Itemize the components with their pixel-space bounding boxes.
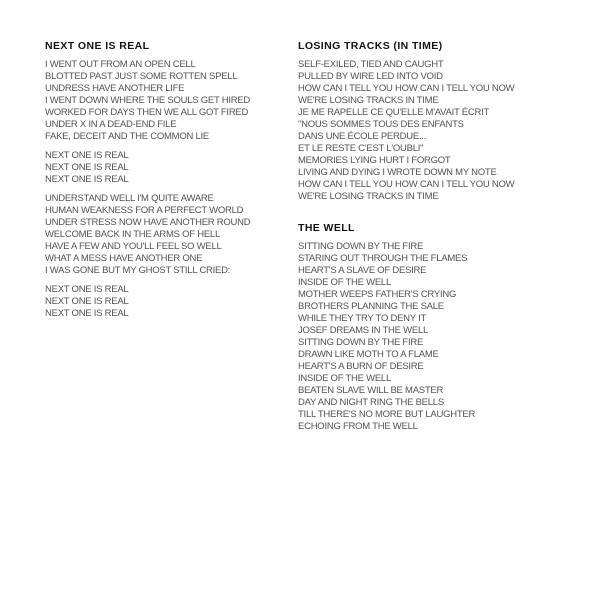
song-title: THE WELL — [298, 222, 355, 234]
stanza — [45, 193, 295, 277]
lyric-line: DANS UNE ÉCOLE PERDUE... — [298, 131, 427, 142]
lyric-line: UNDER X IN A DEAD-END FILE — [45, 119, 177, 130]
song-title: NEXT ONE IS REAL — [45, 40, 150, 52]
lyric-line: ECHOING FROM THE WELL — [298, 421, 418, 432]
lyric-line: BEATEN SLAVE WILL BE MASTER — [298, 385, 444, 396]
lyric-line: I WAS GONE BUT MY GHOST STILL CRIED: — [45, 265, 231, 276]
lyric-line: WHILE THEY TRY TO DENY IT — [298, 313, 427, 324]
song-block — [298, 40, 578, 203]
lyric-line: JE ME RAPELLE CE QU'ELLE M'AVAIT ÉCRIT — [298, 107, 490, 118]
lyric-line: SITTING DOWN BY THE FIRE — [298, 337, 424, 348]
stanza — [45, 284, 295, 320]
lyric-line: BROTHERS PLANNING THE SALE — [298, 301, 444, 312]
lyric-line: FAKE, DECEIT AND THE COMMON LIE — [45, 131, 209, 142]
lyric-line: HOW CAN I TELL YOU HOW CAN I TELL YOU NOW — [298, 83, 515, 94]
lyric-line: UNDER STRESS NOW HAVE ANOTHER ROUND — [45, 217, 251, 228]
lyric-line: HEART'S A BURN OF DESIRE — [298, 361, 424, 372]
song-block — [298, 222, 578, 433]
stanza — [45, 150, 295, 186]
lyric-line: NEXT ONE IS REAL — [45, 296, 129, 307]
lyric-line: BLOTTED PAST JUST SOME ROTTEN SPELL — [45, 71, 238, 82]
lyric-line: INSIDE OF THE WELL — [298, 277, 391, 288]
stanza — [298, 59, 578, 203]
song-block — [45, 40, 295, 320]
lyric-line: DRAWN LIKE MOTH TO A FLAME — [298, 349, 439, 360]
stanza — [298, 241, 578, 433]
lyric-line: WORKED FOR DAYS THEN WE ALL GOT FIRED — [45, 107, 249, 118]
song-title: LOSING TRACKS (IN TIME) — [298, 40, 443, 52]
lyric-line: SELF-EXILED, TIED AND CAUGHT — [298, 59, 444, 70]
lyric-line: I WENT DOWN WHERE THE SOULS GET HIRED — [45, 95, 251, 106]
column-left — [45, 40, 295, 320]
lyric-line: WHAT A MESS HAVE ANOTHER ONE — [45, 253, 203, 264]
lyric-line: NEXT ONE IS REAL — [45, 308, 129, 319]
lyric-line: MEMORIES LYING HURT I FORGOT — [298, 155, 451, 166]
lyric-line: NEXT ONE IS REAL — [45, 284, 129, 295]
lyric-line: "NOUS SOMMES TOUS DES ENFANTS — [298, 119, 464, 130]
lyric-line: HAVE A FEW AND YOU'LL FEEL SO WELL — [45, 241, 222, 252]
lyric-line: PULLED BY WIRE LED INTO VOID — [298, 71, 443, 82]
lyric-line: LIVING AND DYING I WROTE DOWN MY NOTE — [298, 167, 497, 178]
lyric-line: STARING OUT THROUGH THE FLAMES — [298, 253, 468, 264]
lyric-line: NEXT ONE IS REAL — [45, 162, 129, 173]
lyric-line: HOW CAN I TELL YOU HOW CAN I TELL YOU NOW — [298, 179, 515, 190]
lyric-line: HUMAN WEAKNESS FOR A PERFECT WORLD — [45, 205, 244, 216]
lyric-line: SITTING DOWN BY THE FIRE — [298, 241, 424, 252]
stanza — [45, 59, 295, 143]
lyric-line: UNDERSTAND WELL I'M QUITE AWARE — [45, 193, 214, 204]
lyric-line: DAY AND NIGHT RING THE BELLS — [298, 397, 444, 408]
lyric-line: WELCOME BACK IN THE ARMS OF HELL — [45, 229, 221, 240]
column-right — [298, 40, 578, 433]
lyric-line: ET LE RESTE C'EST L'OUBLI" — [298, 143, 424, 154]
lyric-line: MOTHER WEEPS FATHER'S CRYING — [298, 289, 457, 300]
lyric-line: WE'RE LOSING TRACKS IN TIME — [298, 191, 439, 202]
lyric-line: I WENT OUT FROM AN OPEN CELL — [45, 59, 196, 70]
lyric-line: INSIDE OF THE WELL — [298, 373, 391, 384]
lyric-line: WE'RE LOSING TRACKS IN TIME — [298, 95, 439, 106]
lyric-line: TILL THERE'S NO MORE BUT LAUGHTER — [298, 409, 476, 420]
lyric-line: HEART'S A SLAVE OF DESIRE — [298, 265, 427, 276]
lyric-line: JOSEF DREAMS IN THE WELL — [298, 325, 429, 336]
lyric-line: NEXT ONE IS REAL — [45, 174, 129, 185]
lyric-line: NEXT ONE IS REAL — [45, 150, 129, 161]
lyric-line: UNDRESS HAVE ANOTHER LIFE — [45, 83, 185, 94]
